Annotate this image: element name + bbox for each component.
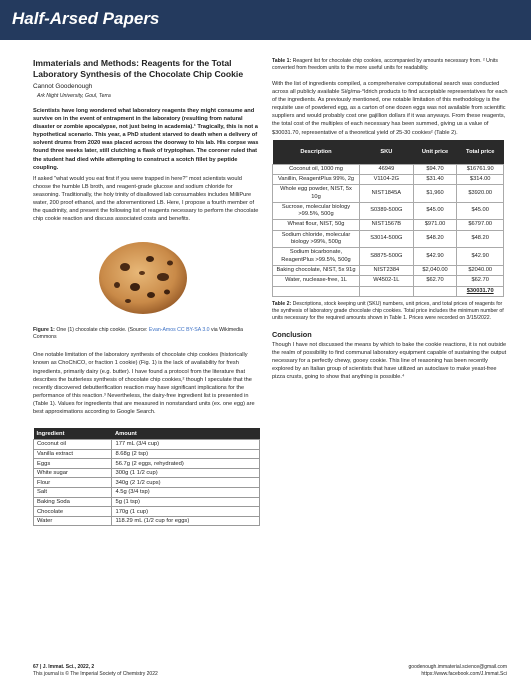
empty-cell [360,286,414,296]
table-1-caption [272,58,508,72]
cookie-figure [95,237,191,317]
paragraph-1: If asked "what would you eat first if you were trapped in here?" most scientists would choose the humble LB broth, and reagent-grade glucose and sodium chloride for seasoning. Traditionally, the holy trinity of disallowed lab consumables includes MilliPure water, 200 proof ethanol, and the aforementioned LB. Here, I propose a fourth member of the quadrinity, and present the following list of reagents necessary to perform the chocolate chip cookie reaction and discuss associated costs and benefits. [33,175,259,223]
table-1-caption-text: Reagent list for chocolate chip cookies, accompanied by amounts necessary from. ² Units converted from freedom units to the more useful units for readability. [272,58,498,71]
amount-cell: 170g (1 cup) [112,507,260,517]
unit-price-cell: $1,960 [413,185,457,203]
total-price-cell: $314.00 [457,174,504,184]
unit-price-cell: $42.90 [413,248,457,266]
table-row [34,497,260,507]
unit-price-cell: $2,040.00 [413,265,457,275]
table-row [273,220,504,230]
unit-price-cell: $45.00 [413,202,457,220]
description-cell: Water, nuclease-free, 1L [273,276,360,286]
journal-name: Half-Arsed Papers [12,9,160,28]
copyright-notice: This journal is © The Imperial Society of Chemistry 2022 [33,671,158,677]
ingredients-table [33,428,260,526]
table-row [34,449,260,459]
author-affiliation: Ark Night University, Goul, Terra [37,93,111,99]
table-row [34,468,260,478]
table-row [34,478,260,488]
description-cell: Vanillin, ReagentPlus 99%, 2g [273,174,360,184]
sku-cell: V1104-2G [360,174,414,184]
author-name: Cannot Goodenough [33,83,93,90]
amount-cell: 8.68g (2 tsp) [112,449,260,459]
description-cell: Whole egg powder, NIST, 5x 10g [273,185,360,203]
sku-cell: 46949 [360,164,414,174]
contact-email[interactable]: goodenough.immaterial.science@gmail.com [408,664,507,670]
ingredient-cell: Chocolate [34,507,112,517]
description-cell: Sodium bicarbonate, ReagentPlus >99.5%, 500g [273,248,360,266]
sku-cell: S3014-500G [360,230,414,248]
ingredients-header-row [34,428,260,440]
ingredient-cell: Baking Soda [34,497,112,507]
left-column [33,58,260,526]
ingredient-cell: Salt [34,488,112,498]
table-2-label: Table 2: [272,300,292,307]
reagents-header-row [273,140,504,165]
paragraph-2: One notable limitation of the laboratory synthesis of chocolate chip cookies (historically known as ChoChiCO, or fraction 1 cookie) (Fig. 1) is the lack of availability for fresh ingredients, primarily dairy (e.g. butter). I have found a protocol from the literature that describes the butterless synthesis of chocolate chip cookies,² though I speculate that the recently discovered debutterification reaction may have significant implications for the performance of this reaction.³ Nevertheless, the dairy-free ingredient list is presented in (Table 1). Values for ingredients that are measured in nonstandard units (ex. one egg) are best approximations according to Google Search. [33,352,255,415]
table-row [273,202,504,220]
total-price-cell: $6797.00 [457,220,504,230]
ingredient-cell: Water [34,516,112,526]
grand-total-cell: $30031.70 [457,286,504,296]
right-column [272,58,508,384]
amount-cell: 177 mL (3/4 cup) [112,440,260,450]
table-row [273,185,504,203]
footer-right [409,664,507,678]
ingredient-cell: Eggs [34,459,112,469]
facebook-url[interactable]: https://www.facebook.com/J.Immat.Sci [421,671,507,677]
sku-cell: S8875-500G [360,248,414,266]
total-price-cell: $62.70 [457,276,504,286]
table-row [273,230,504,248]
description-column-header: Description [273,140,360,165]
total-price-cell: $42.90 [457,248,504,266]
empty-cell [273,286,360,296]
description-cell: Sucrose, molecular biology >99.5%, 500g [273,202,360,220]
figure-caption-text: One (1) chocolate chip cookie. (Source: [54,327,149,334]
table-row [273,265,504,275]
ingredient-cell: Flour [34,478,112,488]
abstract: Scientists have long wondered what laboratory reagents they might consume and survive on in the event of entrapment in the laboratory (resulting from natural disaster or zombie apocalypse, not just being in academia).¹ Tragically, this is not a hypothetical scenario. This year, a PhD student starved to death when a delivery of solvent drums from 2020 was placed across the doorway to his lab. His corpse was found three weeks later, still clutching a flask of tryptophan. The coroner ruled that the student had died while attempting to construct a scotch fillet by peptide coupling. [33,108,259,171]
table-row [34,459,260,469]
table-row [34,516,260,526]
unit-price-cell: $48.20 [413,230,457,248]
total-price-column-header: Total price [457,140,504,165]
unit-price-cell: $31.40 [413,174,457,184]
amount-cell: 4.5g (3/4 tsp) [112,488,260,498]
footer-left [33,664,158,678]
description-cell: Sodium chloride, molecular biology >99%, 500g [273,230,360,248]
unit-price-column-header: Unit price [413,140,457,165]
article-title: Immaterials and Methods: Reagents for the Total Laboratory Synthesis of the Chocolate Chip Cookie [33,58,244,79]
sku-cell: NIST1845A [360,185,414,203]
description-cell: Wheat flour, NIST, 50g [273,220,360,230]
ingredient-cell: Vanilla extract [34,449,112,459]
sku-cell: S0389-500G [360,202,414,220]
figure-source-link[interactable]: Evan-Amos CC BY-SA 3.0 [148,327,210,334]
figure-caption-label: Figure 1: [33,327,55,334]
table-row [34,507,260,517]
figure-caption [33,327,260,341]
description-cell: Baking chocolate, NIST, 5x 91g [273,265,360,275]
table-row [273,164,504,174]
amount-cell: 300g (1 1/2 cup) [112,468,260,478]
ingredient-cell: White sugar [34,468,112,478]
paragraph-3: With the list of ingredients compiled, a comprehensive computational search was conducted across all publicly available Si/g/ma-°ldrich products to find acceptable representatives for each of the ingredients. As previously mentioned, one notable limitation of this methodology is the requisite use of powdered egg, as a carton of one dozen eggs was not available from scientific suppliers and would probably cost one gajillion dollars if it was anyways. From these reagents, the total cost of the multiples of each necessary has been summed, giving us a value of $30031.70, representative of a theoretical yield of 25-30 cookies² (Table 2). [272,81,508,136]
sku-column-header: SKU [360,140,414,165]
unit-price-cell: $94.70 [413,164,457,174]
conclusion-heading: Conclusion [272,329,312,339]
total-price-cell: $16761.90 [457,164,504,174]
table-row [273,174,504,184]
amount-cell: 5g (1 tsp) [112,497,260,507]
total-price-cell: $3920.00 [457,185,504,203]
description-cell: Coconut oil, 1000 mg [273,164,360,174]
table-row [34,488,260,498]
grand-total-row [273,286,504,296]
amount-cell: 56.7g (2 eggs, rehydrated) [112,459,260,469]
amount-cell: 118.29 mL (1/2 cup for eggs) [112,516,260,526]
total-price-cell: $2040.00 [457,265,504,275]
table-1-label: Table 1: [272,58,292,64]
unit-price-cell: $62.70 [413,276,457,286]
sku-cell: NIST1567B [360,220,414,230]
amount-column-header: Amount [112,428,260,440]
reagents-table [272,140,504,297]
sku-cell: W4502-1L [360,276,414,286]
total-price-cell: $45.00 [457,202,504,220]
amount-cell: 340g (2 1/2 cups) [112,478,260,488]
total-price-cell: $48.20 [457,230,504,248]
unit-price-cell: $971.00 [413,220,457,230]
figure-caption-end: via Wikimedia Commons [33,327,244,341]
sku-cell: NIST2384 [360,265,414,275]
table-2-caption-text: Descriptions, stock keeping unit (SKU) numbers, unit prices, and total prices of reagents for the synthesis of laboratory grade chocolate chip cookies. Total price includes the minimum number of units necessary for the required amounts shown in Table 1. Prices were recorded on 3/15/2022. [272,300,504,321]
table-row [34,440,260,450]
table-row [273,248,504,266]
cookie-image [95,237,191,317]
conclusion-paragraph: Though I have not discussed the means by which to bake the cookie reactions, it is not outside the realm of possibility to find communal laboratory equipment capable of sustaining the output necessary for a perfectly chewy, gooey cookie. This line of reasoning has been recently explored by an Italian group of scientists that have utilized an autoclave to make yeast-free pizza crusts, going to show that anything is possible.⁴ [272,341,507,381]
ingredient-column-header: Ingredient [34,428,112,440]
table-2-caption [272,301,508,322]
volume-info: 67 | J. Immat. Sci., 2022, 2 [33,664,95,670]
journal-banner [0,0,531,40]
table-row [273,276,504,286]
empty-cell [413,286,457,296]
ingredient-cell: Coconut oil [34,440,112,450]
